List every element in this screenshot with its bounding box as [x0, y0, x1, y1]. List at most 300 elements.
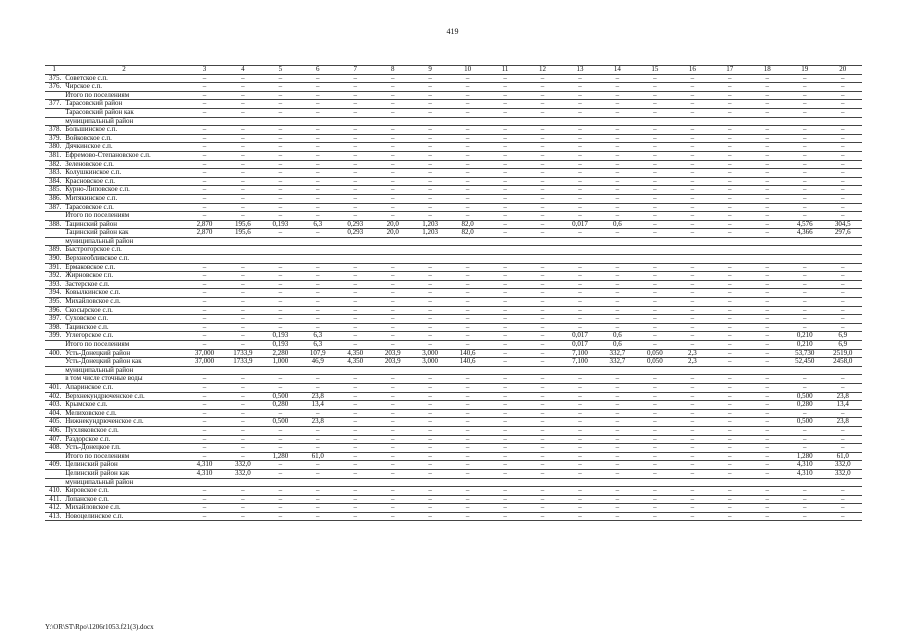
table-cell: – [262, 229, 299, 238]
table-cell: – [224, 177, 261, 186]
table-cell: – [185, 203, 224, 212]
row-number: 401. [45, 383, 63, 392]
table-cell: – [486, 392, 523, 401]
table-cell: – [674, 126, 711, 135]
table-cell: – [823, 126, 862, 135]
table-cell: – [674, 418, 711, 427]
column-header: 20 [823, 66, 862, 75]
table-cell [524, 237, 561, 246]
table-cell [337, 237, 374, 246]
table-row [45, 315, 862, 324]
table-cell [411, 237, 448, 246]
table-cell [411, 117, 448, 126]
table-cell [486, 366, 523, 375]
row-number: 404. [45, 409, 63, 418]
table-cell: – [299, 143, 336, 152]
table-cell: – [636, 306, 673, 315]
table-cell: – [786, 426, 823, 435]
table-cell: – [599, 151, 636, 160]
table-cell: – [599, 177, 636, 186]
row-number [45, 108, 63, 117]
table-cell: – [337, 91, 374, 100]
table-cell [561, 478, 598, 487]
table-cell: – [674, 306, 711, 315]
table-cell: – [674, 461, 711, 470]
table-cell: – [299, 495, 336, 504]
table-cell: – [711, 349, 748, 358]
table-cell: 46,9 [299, 358, 336, 367]
table-cell: – [599, 143, 636, 152]
table-cell: – [337, 272, 374, 281]
table-cell: – [486, 383, 523, 392]
table-cell: 20,0 [374, 229, 411, 238]
table-cell: – [524, 358, 561, 367]
table-row [45, 100, 862, 109]
table-row [45, 504, 862, 513]
table-cell: 3,000 [411, 349, 448, 358]
table-cell: – [374, 143, 411, 152]
table-cell: – [449, 212, 486, 221]
table-cell: – [524, 151, 561, 160]
table-cell: 140,6 [449, 349, 486, 358]
table-cell: 52,450 [786, 358, 823, 367]
table-cell: – [224, 272, 261, 281]
table-cell: – [561, 91, 598, 100]
table-cell: – [524, 315, 561, 324]
table-cell: 195,6 [224, 220, 261, 229]
table-cell: – [449, 332, 486, 341]
table-cell: 332,7 [599, 358, 636, 367]
table-cell: – [823, 203, 862, 212]
table-cell: – [449, 392, 486, 401]
table-cell: – [674, 332, 711, 341]
table-cell: – [786, 504, 823, 513]
table-cell [185, 117, 224, 126]
table-cell: – [449, 289, 486, 298]
table-cell: – [374, 469, 411, 478]
table-row [45, 383, 862, 392]
row-number: 385. [45, 186, 63, 195]
table-cell: – [674, 323, 711, 332]
row-name: Советское с.п. [63, 74, 184, 83]
table-cell: – [262, 134, 299, 143]
table-cell: – [185, 151, 224, 160]
table-cell: – [337, 332, 374, 341]
table-cell: – [299, 375, 336, 384]
table-cell: – [374, 383, 411, 392]
table-cell: 0,280 [786, 401, 823, 410]
table-cell [486, 117, 523, 126]
table-cell [486, 237, 523, 246]
table-cell: – [599, 108, 636, 117]
table-cell: – [337, 504, 374, 513]
table-cell: – [185, 272, 224, 281]
table-cell: – [449, 487, 486, 496]
table-cell: – [749, 203, 786, 212]
table-cell: – [823, 495, 862, 504]
row-name: Углегорское с.п. [63, 332, 184, 341]
table-cell: – [299, 298, 336, 307]
table-cell: – [823, 512, 862, 521]
table-row [45, 229, 862, 238]
table-row [45, 469, 862, 478]
table-cell: – [337, 409, 374, 418]
table-cell: – [299, 203, 336, 212]
row-number: 386. [45, 194, 63, 203]
table-cell: – [486, 323, 523, 332]
column-header: 13 [561, 66, 598, 75]
table-cell: – [823, 134, 862, 143]
row-name: Верхнекундрюченское с.п. [63, 392, 184, 401]
table-cell [449, 255, 486, 264]
table-cell: – [262, 186, 299, 195]
table-cell: – [449, 341, 486, 350]
table-cell: – [674, 263, 711, 272]
table-row [45, 435, 862, 444]
table-cell: – [337, 126, 374, 135]
table-cell: 0,017 [561, 341, 598, 350]
table-cell: – [599, 272, 636, 281]
table-cell: – [711, 306, 748, 315]
table-cell: – [636, 143, 673, 152]
table-cell: – [299, 487, 336, 496]
row-name: Колушкинское с.п. [63, 169, 184, 178]
row-name: Жирновское г.п. [63, 272, 184, 281]
table-cell [561, 255, 598, 264]
table-cell [374, 255, 411, 264]
table-cell: – [224, 401, 261, 410]
table-cell: – [599, 409, 636, 418]
table-cell: 6,3 [299, 220, 336, 229]
column-header: 5 [262, 66, 299, 75]
table-cell: – [711, 409, 748, 418]
table-cell: – [636, 126, 673, 135]
table-cell: 4,310 [185, 469, 224, 478]
row-number: 412. [45, 504, 63, 513]
table-cell [185, 246, 224, 255]
table-cell: – [674, 186, 711, 195]
table-cell: 332,7 [599, 349, 636, 358]
row-name: Новоцелинское с.п. [63, 512, 184, 521]
table-cell: – [786, 263, 823, 272]
table-cell: – [636, 194, 673, 203]
table-cell: – [449, 108, 486, 117]
table-cell: – [786, 203, 823, 212]
table-cell: – [749, 375, 786, 384]
table-cell [337, 255, 374, 264]
table-cell [524, 366, 561, 375]
table-cell: – [224, 194, 261, 203]
row-name: в том числе сточные воды [63, 375, 184, 384]
table-cell [749, 255, 786, 264]
table-cell: – [749, 194, 786, 203]
table-cell: – [636, 469, 673, 478]
table-cell: – [636, 298, 673, 307]
table-cell: 23,8 [823, 418, 862, 427]
table-cell: – [337, 392, 374, 401]
table-cell: – [262, 108, 299, 117]
table-cell: – [786, 100, 823, 109]
table-cell: – [749, 341, 786, 350]
table-cell [449, 246, 486, 255]
table-cell: – [486, 272, 523, 281]
row-number: 384. [45, 177, 63, 186]
table-cell: – [524, 306, 561, 315]
row-number [45, 375, 63, 384]
table-cell: – [449, 186, 486, 195]
table-cell: 2519,0 [823, 349, 862, 358]
table-cell: 1,280 [262, 452, 299, 461]
row-name: Красновское с.п. [63, 177, 184, 186]
table-row [45, 452, 862, 461]
table-cell: – [411, 143, 448, 152]
row-name: Итого по поселениям [63, 212, 184, 221]
table-cell: – [674, 315, 711, 324]
table-cell: – [224, 341, 261, 350]
table-cell [486, 478, 523, 487]
table-cell: – [599, 315, 636, 324]
table-cell: – [337, 151, 374, 160]
table-cell: – [486, 418, 523, 427]
table-cell: – [561, 100, 598, 109]
table-cell: – [299, 306, 336, 315]
table-cell: – [599, 83, 636, 92]
table-cell: – [524, 487, 561, 496]
table-row [45, 323, 862, 332]
row-number: 409. [45, 461, 63, 470]
table-cell: – [636, 74, 673, 83]
table-cell: – [185, 74, 224, 83]
table-row [45, 220, 862, 229]
column-header: 15 [636, 66, 673, 75]
table-cell: – [411, 194, 448, 203]
table-cell: – [711, 426, 748, 435]
table-cell: – [374, 375, 411, 384]
table-cell: – [374, 272, 411, 281]
row-number: 411. [45, 495, 63, 504]
table-cell [299, 366, 336, 375]
table-cell [636, 478, 673, 487]
table-cell: – [185, 487, 224, 496]
table-row [45, 91, 862, 100]
table-cell: – [262, 461, 299, 470]
table-cell: – [411, 74, 448, 83]
table-cell: – [299, 186, 336, 195]
column-header: 19 [786, 66, 823, 75]
row-number: 395. [45, 298, 63, 307]
table-cell: – [185, 401, 224, 410]
table-cell: 0,280 [262, 401, 299, 410]
table-cell: – [486, 220, 523, 229]
table-cell: – [524, 160, 561, 169]
table-cell [374, 237, 411, 246]
table-cell: – [486, 160, 523, 169]
table-cell: – [599, 91, 636, 100]
table-cell: – [711, 358, 748, 367]
table-cell: – [262, 83, 299, 92]
table-cell: – [711, 220, 748, 229]
table-cell: – [674, 203, 711, 212]
table-cell: – [749, 487, 786, 496]
table-cell: 0,050 [636, 358, 673, 367]
table-cell: – [524, 220, 561, 229]
row-name: Тацинское с.п. [63, 323, 184, 332]
table-cell: – [823, 74, 862, 83]
table-cell: 6,3 [299, 341, 336, 350]
table-cell: – [486, 169, 523, 178]
table-cell [262, 478, 299, 487]
table-cell: – [749, 323, 786, 332]
table-cell: – [561, 452, 598, 461]
table-cell: – [711, 495, 748, 504]
table-cell: – [711, 160, 748, 169]
table-cell: – [749, 426, 786, 435]
table-cell: – [823, 212, 862, 221]
table-cell: – [411, 83, 448, 92]
table-cell [823, 255, 862, 264]
table-cell: 4,366 [786, 229, 823, 238]
table-cell: – [337, 315, 374, 324]
table-cell: – [486, 134, 523, 143]
table-cell: – [636, 418, 673, 427]
table-cell: – [449, 83, 486, 92]
table-cell [449, 478, 486, 487]
table-cell: 1733,9 [224, 358, 261, 367]
row-number [45, 237, 63, 246]
table-cell: – [524, 74, 561, 83]
table-cell: – [561, 461, 598, 470]
table-cell [599, 478, 636, 487]
row-number [45, 212, 63, 221]
table-cell: – [823, 435, 862, 444]
table-cell: – [299, 289, 336, 298]
table-cell: 23,8 [299, 418, 336, 427]
table-cell: – [711, 126, 748, 135]
table-cell [599, 366, 636, 375]
table-row [45, 332, 862, 341]
table-cell: – [823, 409, 862, 418]
table-cell: – [711, 194, 748, 203]
table-cell: 107,9 [299, 349, 336, 358]
table-cell: – [561, 504, 598, 513]
table-cell: – [299, 444, 336, 453]
table-cell: – [561, 263, 598, 272]
table-cell: – [224, 452, 261, 461]
row-number: 400. [45, 349, 63, 358]
table-cell: – [749, 358, 786, 367]
row-name: Итого по поселениям [63, 91, 184, 100]
table-cell: – [786, 134, 823, 143]
table-cell: – [185, 426, 224, 435]
table-cell: – [262, 323, 299, 332]
table-cell: 7,100 [561, 349, 598, 358]
table-cell: – [337, 160, 374, 169]
table-cell: – [185, 186, 224, 195]
row-name: Усть-Донецкий район как [63, 358, 184, 367]
table-cell: – [524, 495, 561, 504]
column-header: 2 [63, 66, 184, 75]
table-cell: 0,210 [786, 332, 823, 341]
table-cell: – [374, 418, 411, 427]
table-cell: – [411, 452, 448, 461]
row-name: Тацинский район [63, 220, 184, 229]
row-name: Курно-Липовское с.п. [63, 186, 184, 195]
table-cell [599, 255, 636, 264]
table-cell: – [524, 401, 561, 410]
table-cell: – [299, 126, 336, 135]
table-cell: – [599, 461, 636, 470]
table-cell: – [749, 383, 786, 392]
table-cell: – [823, 263, 862, 272]
table-cell: – [299, 100, 336, 109]
row-name: Лопанское с.п. [63, 495, 184, 504]
row-name: Тарасовское с.п. [63, 203, 184, 212]
table-cell: – [374, 306, 411, 315]
table-cell: – [299, 194, 336, 203]
table-cell: – [524, 504, 561, 513]
table-cell: – [823, 298, 862, 307]
row-number: 391. [45, 263, 63, 272]
table-cell: – [374, 315, 411, 324]
table-cell: – [524, 444, 561, 453]
table-cell: – [711, 315, 748, 324]
row-name: Ефремово-Степановское с.п. [63, 151, 184, 160]
table-cell: – [449, 461, 486, 470]
table-cell: – [224, 435, 261, 444]
table-cell: – [411, 315, 448, 324]
table-cell: – [262, 298, 299, 307]
table-cell: – [674, 177, 711, 186]
table-cell: – [224, 212, 261, 221]
row-name: муниципальный район [63, 117, 184, 126]
table-cell: – [674, 229, 711, 238]
table-cell: – [524, 186, 561, 195]
table-cell: – [674, 143, 711, 152]
table-cell: – [486, 315, 523, 324]
table-cell: – [711, 298, 748, 307]
row-name: Крымское с.п. [63, 401, 184, 410]
table-cell: – [636, 272, 673, 281]
table-cell: – [224, 512, 261, 521]
row-name: Тацинский район как [63, 229, 184, 238]
table-cell: – [411, 512, 448, 521]
table-cell: – [674, 469, 711, 478]
table-cell: – [337, 452, 374, 461]
table-cell: 0,017 [561, 220, 598, 229]
table-cell: – [561, 134, 598, 143]
table-cell: – [636, 383, 673, 392]
column-header: 10 [449, 66, 486, 75]
table-cell: – [786, 151, 823, 160]
table-cell [786, 366, 823, 375]
table-cell [224, 117, 261, 126]
table-cell: – [636, 91, 673, 100]
table-cell: – [374, 426, 411, 435]
table-cell: – [711, 487, 748, 496]
table-cell: – [823, 289, 862, 298]
table-cell: – [524, 452, 561, 461]
table-cell: – [599, 194, 636, 203]
table-cell: – [374, 280, 411, 289]
table-cell: – [374, 289, 411, 298]
table-cell: – [636, 401, 673, 410]
table-cell: – [262, 426, 299, 435]
table-cell: 2,870 [185, 229, 224, 238]
table-cell: 0,6 [599, 341, 636, 350]
table-cell: – [299, 280, 336, 289]
table-cell: 0,193 [262, 341, 299, 350]
table-cell: – [224, 100, 261, 109]
